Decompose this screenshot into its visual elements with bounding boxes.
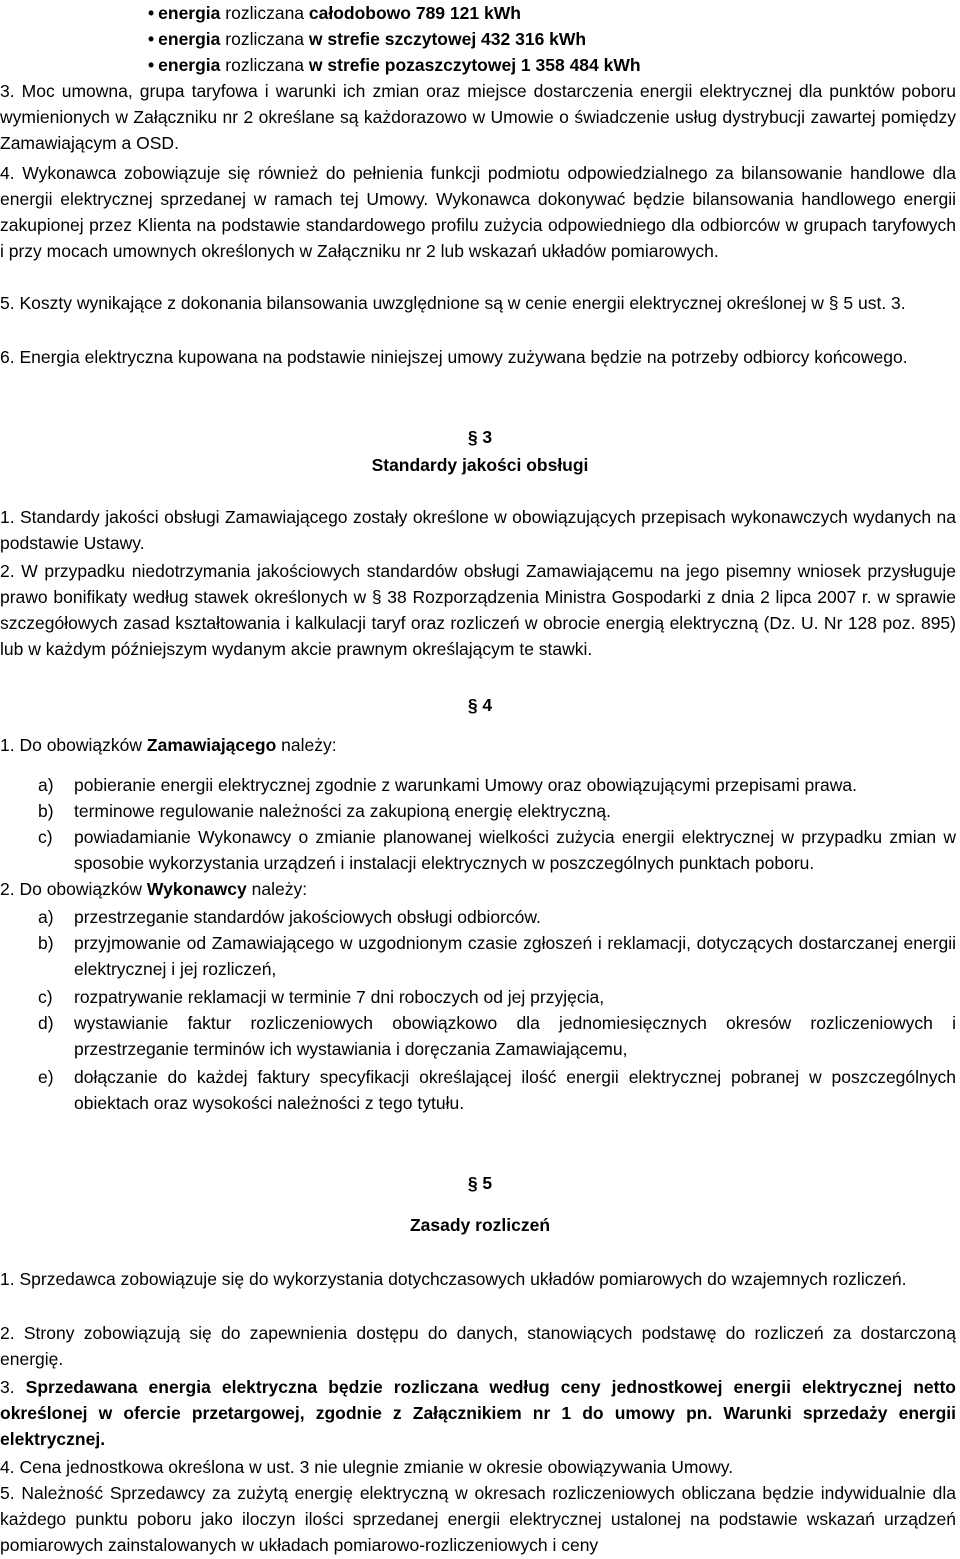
section-5-paragraph-3: 3. Sprzedawana energia elektryczna będzie rozliczana według ceny jednostkowej energii elektrycznej netto określonej w ofercie przetargowej, zgodnie z Załącznikiem nr 1 do umowy pn. Warunki sprzedaży energii elektrycznej. bbox=[0, 1377, 956, 1449]
section-3-number: § 3 bbox=[467, 427, 493, 447]
section-4-number: § 4 bbox=[467, 695, 493, 715]
paragraph-5: 5. Koszty wynikające z dokonania bilansowania uwzględnione są w cenie energii elektrycznej określonej w § 5 ust. 3. bbox=[0, 293, 906, 313]
bullet-item: • energia rozliczana w strefie szczytowej 432 316 kWh bbox=[148, 29, 587, 49]
wykonawca-duties-heading: 2. Do obowiązków Wykonawcy należy: bbox=[0, 879, 308, 899]
document-page: • energia rozliczana całodobowo 789 121 kWh • energia rozliczana w strefie szczytowej 432 316 kWh • energia rozliczana w strefie pozaszczytowej 1 358 484 kWh 3. Moc umowna, grupa taryfowa i warunki ich zmian oraz miejsce dostarczenia energii elektrycznej dla punktów poboru wymienionych w Załączniku nr 2 określane są każdorazowo w Umowie o świadczenie usług dystrybucji zawartej pomiędzy Zamawiającym a OSD. 4. Wykonawca zobowiązuje się również do pełnienia funkcji podmiotu odpowiedzialnego za bilansowanie handlowe dla energii elektrycznej sprzedanej w ramach tej Umowy. Wykonawca dokonywać będzie bilansowania handlowego energii zakupionej przez Klienta na podstawie standardowego profilu zużycia odpowiedniego dla odbiorców w grupach taryfowych i przy mocach umownych określonych w Załączniku nr 2 lub wskazań układów pomiarowych. 5. Koszty wynikające z dokonania bilansowania uwzględnione są w cenie energii elektrycznej określonej w § 5 ust. 3. 6. Energia elektryczna kupowana na podstawie niniejszej umowy zużywana będzie na potrzeby odbiorcy końcowego. § 3 Standardy jakości obsługi 1. Standardy jakości obsługi Zamawiającego zostały określone w obowiązujących przepisach wykonawczych wydanych na podstawie Ustawy. 2. W przypadku niedotrzymania jakościowych standardów obsługi Zamawiającemu na jego pisemny wniosek przysługuje prawo bonifikaty według stawek określonych w § 38 Rozporządzenia Ministra Gospodarki z dnia 2 lipca 2007 r. w sprawie szczegółowych zasad kształtowania i kalkulacji taryf oraz rozliczeń w obrocie energią elektryczną (Dz. U. Nr 128 poz. 895) lub w każdym późniejszym wydanym akcie prawnym określającym te stawki. § 4 1. Do obowiązków Zamawiającego należy: a) pobieranie energii elektrycznej zgodnie z warunkami Umowy oraz obowiązującymi przepisami prawa. b) terminowe regulowanie należności za zakupioną energię elektryczną. c) powiadamianie Wykonawcy o zmianie planowanej wielkości zużycia energii elektrycznej w przypadku zmian w sposobie wykorzystania urządzeń i instalacji elektrycznych w poszczególnych punktach poboru. 2. Do obowiązków Wykonawcy należy: a) przestrzeganie standardów jakościowych obsługi odbiorców. b) przyjmowanie od Zamawiającego w uzgodnionym czasie zgłoszeń i reklamacji, dotyczących dostarczanej energii elektrycznej i jej rozliczeń, c) rozpatrywanie reklamacji w terminie 7 dni roboczych od jej przyjęcia, d) wystawianie faktur rozliczeniowych obowiązkowo dla jednomiesięcznych okresów rozliczeniowych i przestrzeganie terminów ich wystawiania i doręczania Zamawiającemu, e) dołączanie do każdej faktury specyfikacji określającej ilość energii elektrycznej pobranej w poszczególnych obiektach oraz wysokości należności z tego tytułu. § 5 Zasady rozliczeń 1. Sprzedawca zobowiązuje się do wykorzystania dotychczasowych układów pomiarowych do wzajemnych rozliczeń. 2. Strony zobowiązują się do zapewnienia dostępu do danych, stanowiących podstawę do rozliczeń za dostarczoną energię. 3. Sprzedawana energia elektryczna będzie rozliczana według ceny jednostkowej energii elektrycznej netto określonej w ofercie przetargowej, zgodnie z Załącznikiem nr 1 do umowy pn. Warunki sprzedaży energii elektrycznej. 4. Cena jednostkowa określona w ust. 3 nie ulegnie zmianie w okresie obowiązywania Umowy. 5. Należność Sprzedawcy za zużytą energię elektryczną w okresach rozliczeniowych obliczana będzie indywidualnie dla każdego punktu poboru jako iloczyn ilości sprzedanej energii elektrycznej ustalonej na podstawie wskazań urządzeń pomiarowych zainstalowanych w układach pomiarowo-rozliczeniowych i ceny bbox=[0, 0, 960, 1559]
section-5-paragraph-5: 5. Należność Sprzedawcy za zużytą energię elektryczną w okresach rozliczeniowych obliczana będzie indywidualnie dla każdego punktu poboru jako iloczyn ilości sprzedanej energii elektrycznej ustalonej na podstawie wskazań urządzeń pomiarowych zainstalowanych w układach pomiarowo-rozliczeniowych i ceny bbox=[0, 1483, 956, 1555]
section-3-paragraph-2: 2. W przypadku niedotrzymania jakościowych standardów obsługi Zamawiającemu na jego pisemny wniosek przysługuje prawo bonifikaty według stawek określonych w § 38 Rozporządzenia Ministra Gospodarki z dnia 2 lipca 2007 r. w sprawie szczegółowych zasad kształtowania i kalkulacji taryf oraz rozliczeń w obrocie energią elektryczną (Dz. U. Nr 128 poz. 895) lub w każdym późniejszym wydanym akcie prawnym określającym te stawki. bbox=[0, 561, 956, 659]
paragraph-3: 3. Moc umowna, grupa taryfowa i warunki ich zmian oraz miejsce dostarczenia energii elektrycznej dla punktów poboru wymienionych w Załączniku nr 2 określane są każdorazowo w Umowie o świadczenie usług dystrybucji zawartej pomiędzy Zamawiającym a OSD. bbox=[0, 81, 956, 153]
paragraph-4: 4. Wykonawca zobowiązuje się również do pełnienia funkcji podmiotu odpowiedzialnego za bilansowanie handlowe dla energii elektrycznej sprzedanej w ramach tej Umowy. Wykonawca dokonywać będzie bilansowania handlowego energii zakupionej przez Klienta na podstawie standardowego profilu zużycia odpowiedniego dla odbiorców w grupach taryfowych i przy mocach umownych określonych w Załączniku nr 2 lub wskazań układów pomiarowych. bbox=[0, 163, 956, 261]
section-5-paragraph-2: 2. Strony zobowiązują się do zapewnienia dostępu do danych, stanowiących podstawę do rozliczeń za dostarczoną energię. bbox=[0, 1323, 956, 1369]
section-5-paragraph-1: 1. Sprzedawca zobowiązuje się do wykorzystania dotychczasowych układów pomiarowych do wzajemnych rozliczeń. bbox=[0, 1269, 907, 1289]
section-3-title: Standardy jakości obsługi bbox=[371, 455, 589, 475]
bullet-item: • energia rozliczana całodobowo 789 121 kWh bbox=[148, 3, 521, 23]
section-5-title: Zasady rozliczeń bbox=[409, 1215, 551, 1235]
bullet-item: • energia rozliczana w strefie pozaszczytowej 1 358 484 kWh bbox=[148, 55, 641, 75]
zamawiajacy-duties-heading: 1. Do obowiązków Zamawiającego należy: bbox=[0, 735, 337, 755]
section-5-number: § 5 bbox=[467, 1173, 493, 1193]
paragraph-6: 6. Energia elektryczna kupowana na podstawie niniejszej umowy zużywana będzie na potrzeby odbiorcy końcowego. bbox=[0, 347, 908, 367]
section-5-paragraph-4: 4. Cena jednostkowa określona w ust. 3 nie ulegnie zmianie w okresie obowiązywania Umowy. bbox=[0, 1457, 734, 1477]
energy-bullet-list bbox=[148, 0, 848, 78]
section-3-paragraph-1: 1. Standardy jakości obsługi Zamawiającego zostały określone w obowiązujących przepisach wykonawczych wydanych na podstawie Ustawy. bbox=[0, 507, 956, 553]
